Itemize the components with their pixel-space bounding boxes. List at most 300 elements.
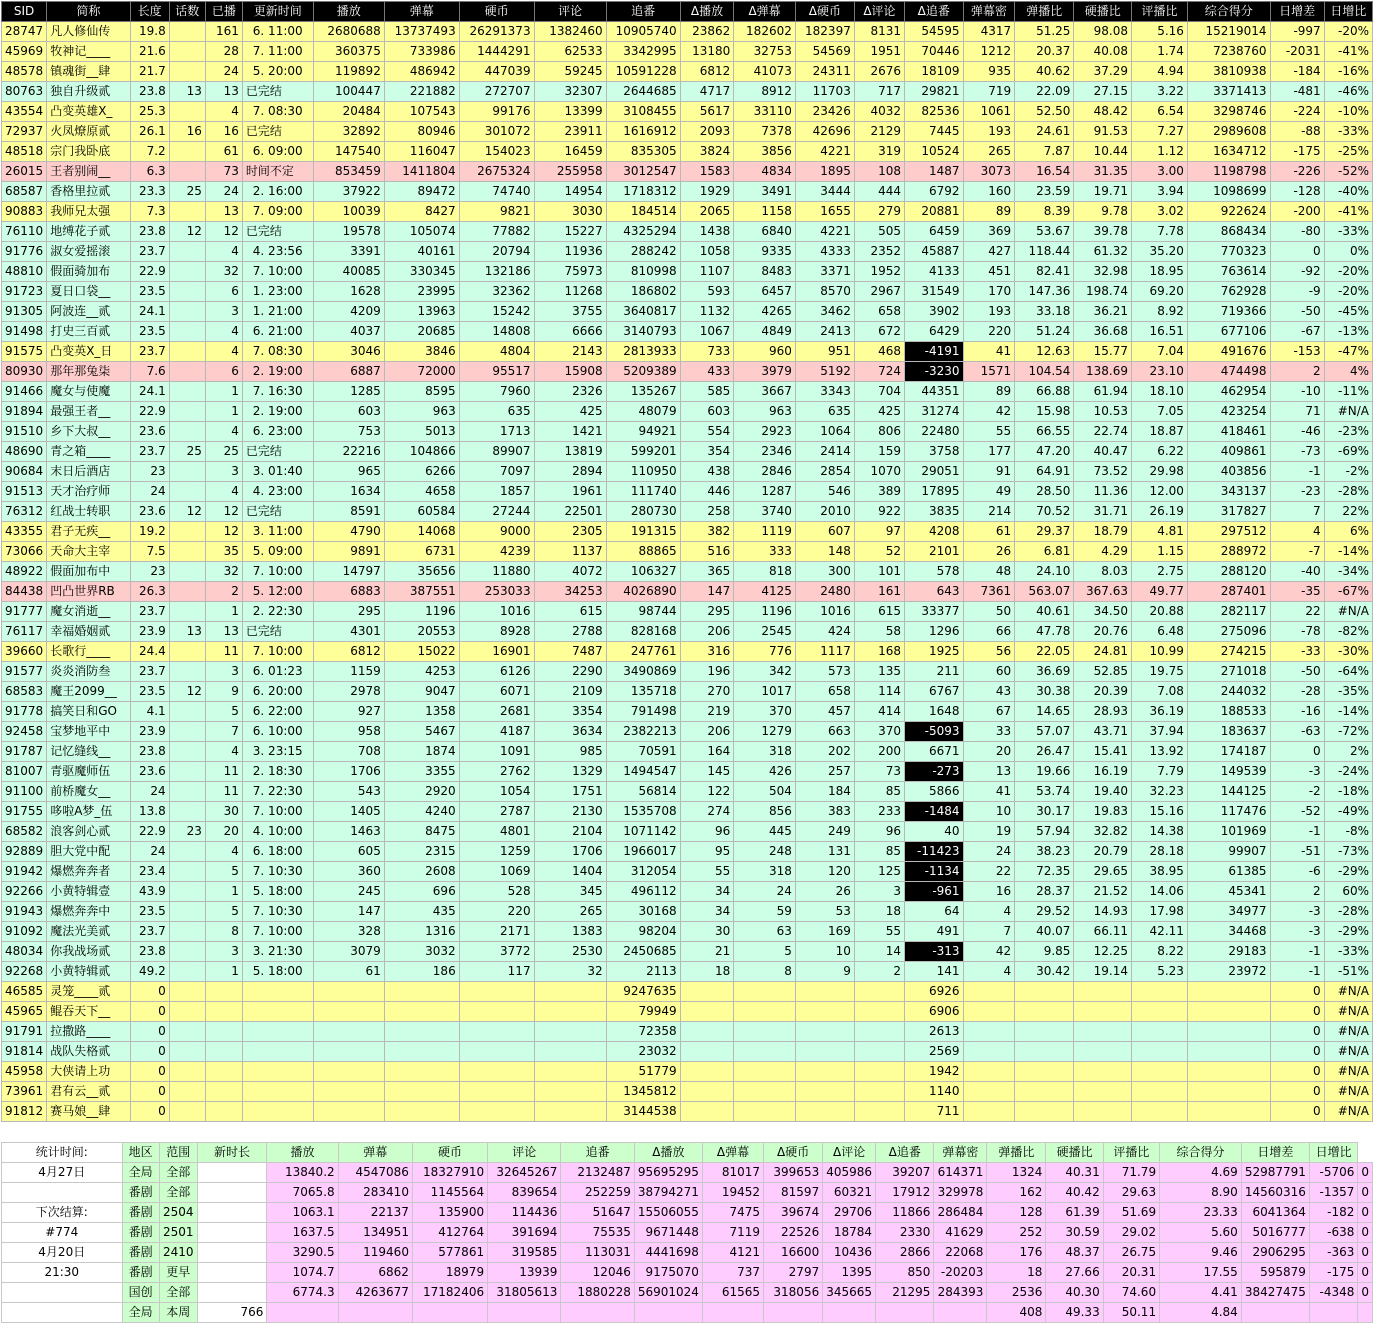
- table-cell[interactable]: [534, 982, 606, 1002]
- table-cell[interactable]: [169, 282, 205, 302]
- table-cell[interactable]: 28.93: [1074, 702, 1132, 722]
- table-cell[interactable]: 18109: [905, 62, 964, 82]
- table-row[interactable]: [2, 982, 1373, 1002]
- table-cell[interactable]: 0: [130, 1062, 169, 1082]
- table-cell[interactable]: 2: [205, 582, 242, 602]
- table-cell[interactable]: [1187, 982, 1270, 1002]
- table-cell[interactable]: 1: [205, 382, 242, 402]
- table-cell[interactable]: 8.92: [1132, 302, 1188, 322]
- table-cell[interactable]: 38.23: [1015, 842, 1074, 862]
- summary-cell[interactable]: 113031: [561, 1243, 634, 1263]
- table-cell[interactable]: [242, 982, 313, 1002]
- summary-cell[interactable]: 52987791: [1241, 1163, 1309, 1183]
- column-header[interactable]: 弹播比: [1015, 2, 1074, 22]
- table-cell[interactable]: 14.93: [1074, 902, 1132, 922]
- table-cell[interactable]: 2608: [384, 862, 459, 882]
- table-cell[interactable]: 青之箱____: [47, 442, 130, 462]
- table-cell[interactable]: 40161: [384, 242, 459, 262]
- table-cell[interactable]: 3824: [680, 142, 734, 162]
- table-cell[interactable]: 271018: [1187, 662, 1270, 682]
- summary-cell[interactable]: 18327910: [412, 1163, 487, 1183]
- table-cell[interactable]: 279: [854, 202, 904, 222]
- table-cell[interactable]: 60%: [1324, 882, 1372, 902]
- table-cell[interactable]: 2065: [680, 202, 734, 222]
- table-cell[interactable]: -3230: [905, 362, 964, 382]
- summary-cell[interactable]: 29706: [823, 1203, 876, 1223]
- table-cell[interactable]: 48079: [606, 402, 680, 422]
- table-cell[interactable]: 10524: [905, 142, 964, 162]
- table-cell[interactable]: [1132, 1082, 1188, 1102]
- table-cell[interactable]: 6812: [313, 642, 384, 662]
- summary-cell[interactable]: 9.46: [1160, 1243, 1242, 1263]
- table-cell[interactable]: [734, 1002, 796, 1022]
- table-cell[interactable]: 1159: [313, 662, 384, 682]
- table-cell[interactable]: -34%: [1324, 562, 1372, 582]
- column-header[interactable]: 长度: [130, 2, 169, 22]
- summary-cell[interactable]: 49.33: [1046, 1303, 1103, 1323]
- table-cell[interactable]: 青驱魔师伍: [47, 762, 130, 782]
- table-cell[interactable]: [459, 1022, 534, 1042]
- table-cell[interactable]: 23.5: [130, 682, 169, 702]
- table-cell[interactable]: 3298746: [1187, 102, 1270, 122]
- table-cell[interactable]: 599201: [606, 442, 680, 462]
- table-cell[interactable]: 98.08: [1074, 22, 1132, 42]
- table-cell[interactable]: 0: [130, 1082, 169, 1102]
- table-cell[interactable]: 105074: [384, 222, 459, 242]
- table-cell[interactable]: 274: [680, 802, 734, 822]
- table-cell[interactable]: 6. 09:00: [242, 142, 313, 162]
- table-cell[interactable]: 828168: [606, 622, 680, 642]
- table-cell[interactable]: [169, 762, 205, 782]
- table-row[interactable]: [2, 722, 1373, 742]
- table-cell[interactable]: [795, 1002, 854, 1022]
- table-cell[interactable]: 20685: [384, 322, 459, 342]
- table-cell[interactable]: 32.82: [1074, 822, 1132, 842]
- table-cell[interactable]: 13399: [534, 102, 606, 122]
- table-cell[interactable]: [459, 1002, 534, 1022]
- table-cell[interactable]: 12: [169, 222, 205, 242]
- table-cell[interactable]: 1107: [680, 262, 734, 282]
- table-cell[interactable]: 9335: [734, 242, 796, 262]
- table-cell[interactable]: 24311: [795, 62, 854, 82]
- table-cell[interactable]: 11936: [534, 242, 606, 262]
- table-cell[interactable]: [169, 482, 205, 502]
- table-cell[interactable]: 4239: [459, 542, 534, 562]
- table-cell[interactable]: 26.3: [130, 582, 169, 602]
- table-cell[interactable]: 7.3: [130, 202, 169, 222]
- table-cell[interactable]: 68582: [2, 822, 47, 842]
- column-header[interactable]: 日增比: [1324, 2, 1372, 22]
- table-cell[interactable]: 95517: [459, 362, 534, 382]
- table-cell[interactable]: 717: [854, 82, 904, 102]
- table-cell[interactable]: 2326: [534, 382, 606, 402]
- table-cell[interactable]: -2%: [1324, 462, 1372, 482]
- table-cell[interactable]: 34.50: [1074, 602, 1132, 622]
- table-cell[interactable]: 20.39: [1074, 682, 1132, 702]
- table-cell[interactable]: 147: [680, 582, 734, 602]
- table-cell[interactable]: 37922: [313, 182, 384, 202]
- table-cell[interactable]: 20794: [459, 242, 534, 262]
- table-cell[interactable]: [169, 102, 205, 122]
- summary-cell[interactable]: [488, 1303, 561, 1323]
- table-cell[interactable]: [169, 242, 205, 262]
- summary-cell[interactable]: 286484: [934, 1203, 987, 1223]
- table-cell[interactable]: 4849: [734, 322, 796, 342]
- table-cell[interactable]: 39.78: [1074, 222, 1132, 242]
- table-cell[interactable]: 5.23: [1132, 962, 1188, 982]
- summary-cell[interactable]: 577861: [412, 1243, 487, 1263]
- table-cell[interactable]: 14808: [459, 322, 534, 342]
- table-cell[interactable]: 116047: [384, 142, 459, 162]
- table-cell[interactable]: [795, 1062, 854, 1082]
- table-cell[interactable]: 118.44: [1015, 242, 1074, 262]
- summary-cell[interactable]: 283410: [338, 1183, 412, 1203]
- table-row[interactable]: [2, 562, 1373, 582]
- table-row[interactable]: [2, 482, 1373, 502]
- table-cell[interactable]: 60: [963, 662, 1015, 682]
- table-cell[interactable]: 1: [205, 882, 242, 902]
- table-cell[interactable]: -1134: [905, 862, 964, 882]
- table-cell[interactable]: 23: [130, 562, 169, 582]
- summary-cell[interactable]: 766: [197, 1303, 267, 1323]
- table-cell[interactable]: 73: [854, 762, 904, 782]
- table-cell[interactable]: 5: [734, 942, 796, 962]
- summary-column-header[interactable]: Δ评论: [823, 1143, 876, 1163]
- table-cell[interactable]: 假面骑加布: [47, 262, 130, 282]
- table-cell[interactable]: 1117: [795, 642, 854, 662]
- table-cell[interactable]: 168: [854, 642, 904, 662]
- table-row[interactable]: [2, 762, 1373, 782]
- summary-cell[interactable]: 本周: [159, 1303, 197, 1323]
- table-cell[interactable]: 1655: [795, 202, 854, 222]
- table-cell[interactable]: 672: [854, 322, 904, 342]
- table-cell[interactable]: 3979: [734, 362, 796, 382]
- table-cell[interactable]: [1074, 1002, 1132, 1022]
- column-header[interactable]: 综合得分: [1187, 2, 1270, 22]
- table-cell[interactable]: 20.37: [1015, 42, 1074, 62]
- table-cell[interactable]: 104.54: [1015, 362, 1074, 382]
- table-cell[interactable]: 24.1: [130, 302, 169, 322]
- table-cell[interactable]: 3371: [795, 262, 854, 282]
- table-cell[interactable]: [169, 842, 205, 862]
- table-cell[interactable]: 13: [963, 762, 1015, 782]
- summary-cell[interactable]: 81597: [764, 1183, 823, 1203]
- table-cell[interactable]: 32: [534, 962, 606, 982]
- table-cell[interactable]: 40.07: [1015, 922, 1074, 942]
- table-cell[interactable]: 3355: [384, 762, 459, 782]
- table-cell[interactable]: 91723: [2, 282, 47, 302]
- table-cell[interactable]: 145: [680, 762, 734, 782]
- table-cell[interactable]: 76110: [2, 222, 47, 242]
- table-cell[interactable]: 20.79: [1074, 842, 1132, 862]
- table-cell[interactable]: -82%: [1324, 622, 1372, 642]
- table-cell[interactable]: 91575: [2, 342, 47, 362]
- table-cell[interactable]: 4834: [734, 162, 796, 182]
- summary-cell[interactable]: 17.55: [1160, 1263, 1242, 1283]
- summary-cell[interactable]: 114436: [488, 1203, 561, 1223]
- table-cell[interactable]: 32: [205, 262, 242, 282]
- table-cell[interactable]: 2. 18:30: [242, 762, 313, 782]
- table-cell[interactable]: 963: [384, 402, 459, 422]
- summary-cell[interactable]: 5016777: [1241, 1223, 1309, 1243]
- table-cell[interactable]: 30.17: [1015, 802, 1074, 822]
- table-cell[interactable]: 433: [680, 362, 734, 382]
- table-cell[interactable]: [1074, 1042, 1132, 1062]
- table-cell[interactable]: 23: [130, 462, 169, 482]
- table-cell[interactable]: 25: [205, 442, 242, 462]
- table-cell[interactable]: 42696: [795, 122, 854, 142]
- summary-cell[interactable]: -1357: [1309, 1183, 1357, 1203]
- summary-cell[interactable]: 48.37: [1046, 1243, 1103, 1263]
- table-cell[interactable]: 856: [734, 802, 796, 822]
- table-cell[interactable]: 幸福婚姻贰: [47, 622, 130, 642]
- table-cell[interactable]: 89472: [384, 182, 459, 202]
- column-header[interactable]: 更新时间: [242, 2, 313, 22]
- table-cell[interactable]: 已完结: [242, 82, 313, 102]
- table-cell[interactable]: 528: [459, 882, 534, 902]
- table-cell[interactable]: 367.63: [1074, 582, 1132, 602]
- table-cell[interactable]: 1718312: [606, 182, 680, 202]
- table-cell[interactable]: -1: [1270, 822, 1324, 842]
- table-cell[interactable]: 53: [795, 902, 854, 922]
- table-cell[interactable]: 26: [795, 882, 854, 902]
- table-cell[interactable]: [459, 982, 534, 1002]
- summary-cell[interactable]: 4441698: [634, 1243, 702, 1263]
- table-cell[interactable]: 16: [169, 122, 205, 142]
- table-cell[interactable]: [169, 982, 205, 1002]
- table-cell[interactable]: 3. 21:30: [242, 942, 313, 962]
- table-cell[interactable]: 32.98: [1074, 262, 1132, 282]
- table-cell[interactable]: 3354: [534, 702, 606, 722]
- table-cell[interactable]: 2101: [905, 542, 964, 562]
- table-cell[interactable]: 9: [795, 962, 854, 982]
- table-cell[interactable]: 16901: [459, 642, 534, 662]
- table-cell[interactable]: 7. 08:30: [242, 342, 313, 362]
- table-cell[interactable]: 117476: [1187, 802, 1270, 822]
- table-cell[interactable]: 1713: [459, 422, 534, 442]
- table-cell[interactable]: 91: [963, 462, 1015, 482]
- table-cell[interactable]: 爆燃奔奔中: [47, 902, 130, 922]
- table-cell[interactable]: 24: [130, 782, 169, 802]
- table-cell[interactable]: [169, 162, 205, 182]
- table-cell[interactable]: 4. 23:56: [242, 242, 313, 262]
- table-cell[interactable]: 26015: [2, 162, 47, 182]
- table-cell[interactable]: -153: [1270, 342, 1324, 362]
- table-cell[interactable]: 浪客剑心贰: [47, 822, 130, 842]
- summary-cell[interactable]: [561, 1303, 634, 1323]
- table-cell[interactable]: 1329: [534, 762, 606, 782]
- table-cell[interactable]: 7. 10:00: [242, 562, 313, 582]
- table-cell[interactable]: [734, 1102, 796, 1122]
- table-cell[interactable]: 6906: [905, 1002, 964, 1022]
- table-cell[interactable]: 963: [734, 402, 796, 422]
- table-cell[interactable]: [1187, 1002, 1270, 1022]
- table-cell[interactable]: [854, 1002, 904, 1022]
- table-cell[interactable]: [169, 1102, 205, 1122]
- table-cell[interactable]: 7. 10:00: [242, 262, 313, 282]
- summary-cell[interactable]: 162: [987, 1183, 1046, 1203]
- table-cell[interactable]: 12.25: [1074, 942, 1132, 962]
- summary-column-header[interactable]: 硬播比: [1046, 1143, 1103, 1163]
- table-cell[interactable]: [1187, 1022, 1270, 1042]
- table-cell[interactable]: 假面加布中: [47, 562, 130, 582]
- table-cell[interactable]: 15.16: [1132, 802, 1188, 822]
- summary-cell[interactable]: 4121: [702, 1243, 763, 1263]
- table-cell[interactable]: 8131: [854, 22, 904, 42]
- table-cell[interactable]: 3846: [384, 342, 459, 362]
- summary-cell[interactable]: 4547086: [338, 1163, 412, 1183]
- table-cell[interactable]: 91894: [2, 402, 47, 422]
- table-cell[interactable]: [384, 1082, 459, 1102]
- table-cell[interactable]: [169, 382, 205, 402]
- table-cell[interactable]: -1: [1270, 962, 1324, 982]
- table-cell[interactable]: 696: [384, 882, 459, 902]
- table-cell[interactable]: 9.85: [1015, 942, 1074, 962]
- table-cell[interactable]: 23.4: [130, 862, 169, 882]
- table-cell[interactable]: 776: [734, 642, 796, 662]
- table-row[interactable]: [2, 322, 1373, 342]
- table-cell[interactable]: 119892: [313, 62, 384, 82]
- table-cell[interactable]: [169, 1022, 205, 1042]
- table-cell[interactable]: 36.68: [1074, 322, 1132, 342]
- table-row[interactable]: [2, 602, 1373, 622]
- table-cell[interactable]: 13: [205, 202, 242, 222]
- table-cell[interactable]: 89907: [459, 442, 534, 462]
- table-cell[interactable]: [534, 1082, 606, 1102]
- summary-cell[interactable]: 21295: [876, 1283, 934, 1303]
- table-cell[interactable]: 24: [963, 842, 1015, 862]
- table-cell[interactable]: 1285: [313, 382, 384, 402]
- summary-cell[interactable]: 412764: [412, 1223, 487, 1243]
- table-cell[interactable]: 23.3: [130, 182, 169, 202]
- summary-cell[interactable]: 12046: [561, 1263, 634, 1283]
- table-cell[interactable]: -80: [1270, 222, 1324, 242]
- table-cell[interactable]: 24.4: [130, 642, 169, 662]
- table-cell[interactable]: 2.75: [1132, 562, 1188, 582]
- table-cell[interactable]: 554: [680, 422, 734, 442]
- summary-cell[interactable]: 1324: [987, 1163, 1046, 1183]
- table-cell[interactable]: -52%: [1324, 162, 1372, 182]
- table-cell[interactable]: 287401: [1187, 582, 1270, 602]
- table-cell[interactable]: 23.7: [130, 602, 169, 622]
- table-cell[interactable]: 1070: [854, 462, 904, 482]
- table-cell[interactable]: 45341: [1187, 882, 1270, 902]
- table-cell[interactable]: [205, 1002, 242, 1022]
- summary-cell[interactable]: 6862: [338, 1263, 412, 1283]
- table-cell[interactable]: -28%: [1324, 482, 1372, 502]
- table-cell[interactable]: 245: [313, 882, 384, 902]
- table-cell[interactable]: 6887: [313, 362, 384, 382]
- table-cell[interactable]: 长歌行____: [47, 642, 130, 662]
- table-cell[interactable]: 2978: [313, 682, 384, 702]
- table-cell[interactable]: 85: [854, 782, 904, 802]
- summary-cell[interactable]: -4348: [1309, 1283, 1357, 1303]
- table-cell[interactable]: 2093: [680, 122, 734, 142]
- table-cell[interactable]: 425: [854, 402, 904, 422]
- table-row[interactable]: [2, 942, 1373, 962]
- column-header[interactable]: Δ评论: [854, 2, 904, 22]
- table-cell[interactable]: 炎炎消防叁: [47, 662, 130, 682]
- table-cell[interactable]: 427: [963, 242, 1015, 262]
- table-cell[interactable]: 91513: [2, 482, 47, 502]
- table-cell[interactable]: 135267: [606, 382, 680, 402]
- table-cell[interactable]: -73: [1270, 442, 1324, 462]
- table-cell[interactable]: 107543: [384, 102, 459, 122]
- table-cell[interactable]: 51.24: [1015, 322, 1074, 342]
- table-cell[interactable]: 1616912: [606, 122, 680, 142]
- table-cell[interactable]: 2: [1270, 362, 1324, 382]
- table-cell[interactable]: 5. 20:00: [242, 62, 313, 82]
- table-cell[interactable]: 435: [384, 902, 459, 922]
- table-cell[interactable]: [963, 1002, 1015, 1022]
- table-cell[interactable]: 132186: [459, 262, 534, 282]
- table-cell[interactable]: 天才治疗师: [47, 482, 130, 502]
- table-cell[interactable]: 41: [963, 342, 1015, 362]
- summary-cell[interactable]: 8.90: [1160, 1183, 1242, 1203]
- table-cell[interactable]: 516: [680, 542, 734, 562]
- table-cell[interactable]: -40%: [1324, 182, 1372, 202]
- table-cell[interactable]: 4317: [963, 22, 1015, 42]
- table-cell[interactable]: [205, 982, 242, 1002]
- summary-cell[interactable]: [197, 1283, 267, 1303]
- column-header[interactable]: 评播比: [1132, 2, 1188, 22]
- table-cell[interactable]: 20: [963, 742, 1015, 762]
- table-cell[interactable]: 7.78: [1132, 222, 1188, 242]
- table-cell[interactable]: 前桥魔女__: [47, 782, 130, 802]
- table-cell[interactable]: 43.9: [130, 882, 169, 902]
- table-cell[interactable]: 451: [963, 262, 1015, 282]
- table-cell[interactable]: -92: [1270, 262, 1324, 282]
- table-cell[interactable]: 295: [313, 602, 384, 622]
- table-cell[interactable]: -50: [1270, 302, 1324, 322]
- table-cell[interactable]: 9000: [459, 522, 534, 542]
- table-cell[interactable]: 6767: [905, 682, 964, 702]
- table-cell[interactable]: 77882: [459, 222, 534, 242]
- table-cell[interactable]: 乡下大叔__: [47, 422, 130, 442]
- table-cell[interactable]: 6.3: [130, 162, 169, 182]
- table-row[interactable]: [2, 262, 1373, 282]
- summary-cell[interactable]: 26.75: [1103, 1243, 1159, 1263]
- table-cell[interactable]: 8928: [459, 622, 534, 642]
- table-cell[interactable]: 1951: [854, 42, 904, 62]
- table-cell[interactable]: 72937: [2, 122, 47, 142]
- table-cell[interactable]: [534, 1102, 606, 1122]
- table-cell[interactable]: 3462: [795, 302, 854, 322]
- table-cell[interactable]: 733: [680, 342, 734, 362]
- summary-column-header[interactable]: 日增比: [1309, 1143, 1357, 1163]
- table-cell[interactable]: 8: [734, 962, 796, 982]
- table-cell[interactable]: [169, 722, 205, 742]
- table-cell[interactable]: -29%: [1324, 922, 1372, 942]
- summary-cell[interactable]: 1063.1: [267, 1203, 338, 1223]
- table-cell[interactable]: 191315: [606, 522, 680, 542]
- table-cell[interactable]: 61: [313, 962, 384, 982]
- table-cell[interactable]: 88865: [606, 542, 680, 562]
- summary-cell[interactable]: 2410: [159, 1243, 197, 1263]
- table-cell[interactable]: [205, 1042, 242, 1062]
- table-cell[interactable]: #N/A: [1324, 982, 1372, 1002]
- table-cell[interactable]: 0: [130, 982, 169, 1002]
- table-cell[interactable]: 24: [130, 842, 169, 862]
- table-cell[interactable]: 951: [795, 342, 854, 362]
- table-cell[interactable]: 4.94: [1132, 62, 1188, 82]
- table-cell[interactable]: 91305: [2, 302, 47, 322]
- table-cell[interactable]: -16%: [1324, 62, 1372, 82]
- table-cell[interactable]: 35656: [384, 562, 459, 582]
- table-cell[interactable]: 244032: [1187, 682, 1270, 702]
- table-cell[interactable]: 23.6: [130, 422, 169, 442]
- table-cell[interactable]: 21: [680, 942, 734, 962]
